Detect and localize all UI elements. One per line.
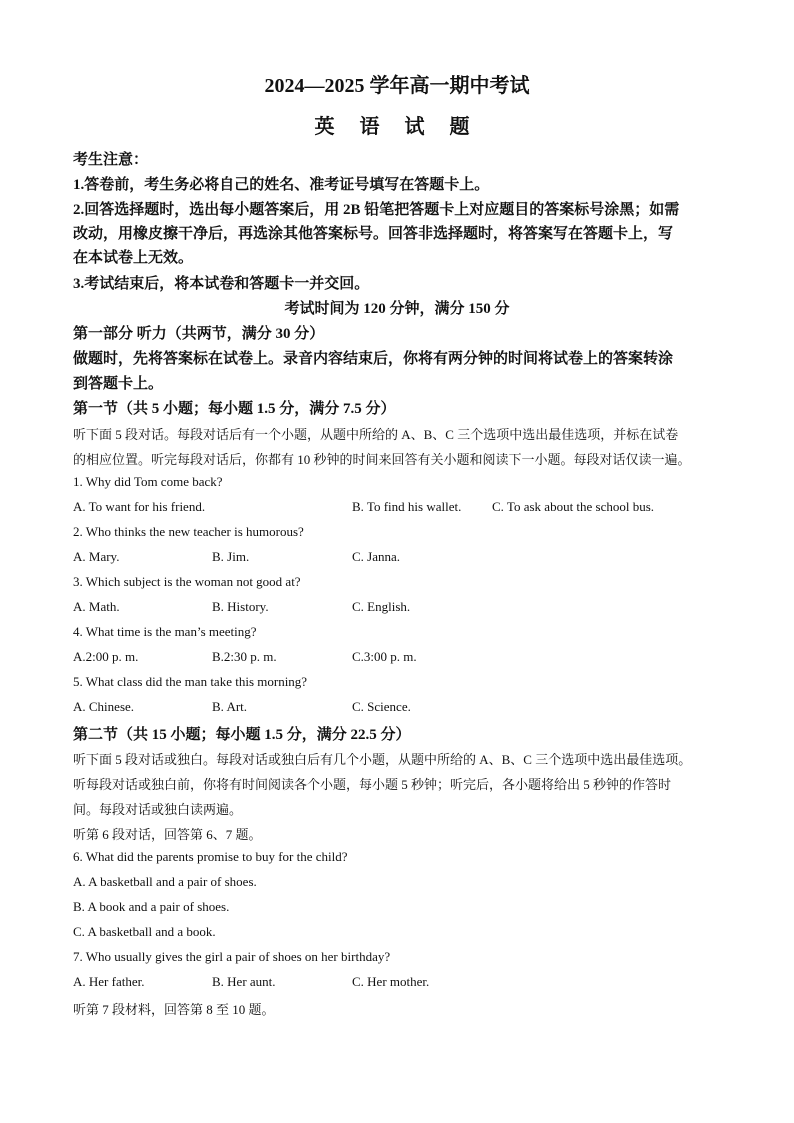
time-info: 考试时间为 120 分钟，满分 150 分	[284, 301, 510, 317]
question-6-option-c: C. A basketball and a book.	[73, 924, 216, 939]
dialog-7-intro: 听第 7 段材料，回答第 8 至 10 题。	[73, 1002, 275, 1017]
question-2: 2. Who thinks the new teacher is humorous?	[73, 524, 304, 539]
notice-item-2-line-2: 改动，用橡皮擦干净后，再选涂其他答案标号。回答非选择题时，将答案写在答题卡上，写	[73, 226, 674, 242]
question-3-option-c: C. English.	[352, 599, 411, 614]
question-5-option-c: C. Science.	[352, 699, 411, 714]
question-1-option-c: C. To ask about the school bus.	[492, 499, 655, 514]
notice-item-1: 1.答卷前，考生务必将自己的姓名、准考证号填写在答题卡上。	[73, 177, 490, 193]
question-1: 1. Why did Tom come back?	[73, 474, 223, 489]
section1-heading: 第一节（共 5 小题；每小题 1.5 分，满分 7.5 分）	[73, 401, 396, 417]
section2-instruction-line-3: 间。每段对话或独白读两遍。	[73, 802, 243, 817]
question-4: 4. What time is the man’s meeting?	[73, 624, 257, 639]
question-7-option-b: B. Her aunt.	[212, 974, 276, 989]
question-5-option-a: A. Chinese.	[73, 699, 135, 714]
question-3-option-b: B. History.	[212, 599, 269, 614]
notice-item-3: 3.考试结束后，将本试卷和答题卡一并交回。	[73, 276, 370, 292]
question-1-option-a: A. To want for his friend.	[73, 499, 206, 514]
question-4-option-b: B.2:30 p. m.	[212, 649, 277, 664]
question-3: 3. Which subject is the woman not good at?	[73, 574, 301, 589]
question-3-option-a: A. Math.	[73, 599, 120, 614]
question-7: 7. Who usually gives the girl a pair of shoes on her birthday?	[73, 949, 391, 964]
notice-item-2-line-3: 在本试卷上无效。	[73, 250, 194, 266]
section1-instruction-line-2: 的相应位置。听完每段对话后，你都有 10 秒钟的时间来回答有关小题和阅读下一小题。每段对话仅读一遍。	[73, 452, 691, 467]
question-6-option-b: B. A book and a pair of shoes.	[73, 899, 230, 914]
dialog-6-intro: 听第 6 段对话，回答第 6、7 题。	[73, 827, 262, 842]
question-4-option-a: A.2:00 p. m.	[73, 649, 139, 664]
notice-heading: 考生注意：	[73, 152, 149, 168]
question-2-option-c: C. Janna.	[352, 549, 401, 564]
section2-heading: 第二节（共 15 小题；每小题 1.5 分，满分 22.5 分）	[73, 727, 411, 743]
subject-title: 英 语 试 题	[314, 116, 480, 138]
question-4-option-c: C.3:00 p. m.	[352, 649, 417, 664]
question-2-option-b: B. Jim.	[212, 549, 250, 564]
part1-instruction-line-1: 做题时，先将答案标在试卷上。录音内容结束后，你将有两分钟的时间将试卷上的答案转涂	[73, 351, 674, 367]
section2-instruction-line-2: 听每段对话或独白前，你将有时间阅读各个小题，每小题 5 秒钟；听完后，各小题将给出 5 秒钟的作答时	[73, 777, 672, 792]
section2-instruction-line-1: 听下面 5 段对话或独白。每段对话或独白后有几个小题，从题中所给的 A、B、C 三个选项中选出最佳选项。	[73, 752, 692, 767]
question-7-option-c: C. Her mother.	[352, 974, 430, 989]
question-5-option-b: B. Art.	[212, 699, 248, 714]
question-7-option-a: A. Her father.	[73, 974, 145, 989]
exam-title: 2024—2025 学年高一期中考试	[264, 75, 530, 97]
section1-instruction-line-1: 听下面 5 段对话。每段对话后有一个小题，从题中所给的 A、B、C 三个选项中选出最佳选项，并标在试卷	[73, 427, 679, 442]
part1-instruction-line-2: 到答题卡上。	[73, 376, 164, 392]
notice-item-2-line-1: 2.回答选择题时，选出每小题答案后，用 2B 铅笔把答题卡上对应题目的答案标号涂黑；如需	[73, 202, 680, 218]
part1-heading: 第一部分 听力（共两节，满分 30 分）	[73, 326, 325, 342]
question-6-option-a: A. A basketball and a pair of shoes.	[73, 874, 257, 889]
question-6: 6. What did the parents promise to buy for the child?	[73, 849, 348, 864]
question-2-option-a: A. Mary.	[73, 549, 120, 564]
question-1-option-b: B. To find his wallet.	[352, 499, 462, 514]
question-5: 5. What class did the man take this morning?	[73, 674, 308, 689]
